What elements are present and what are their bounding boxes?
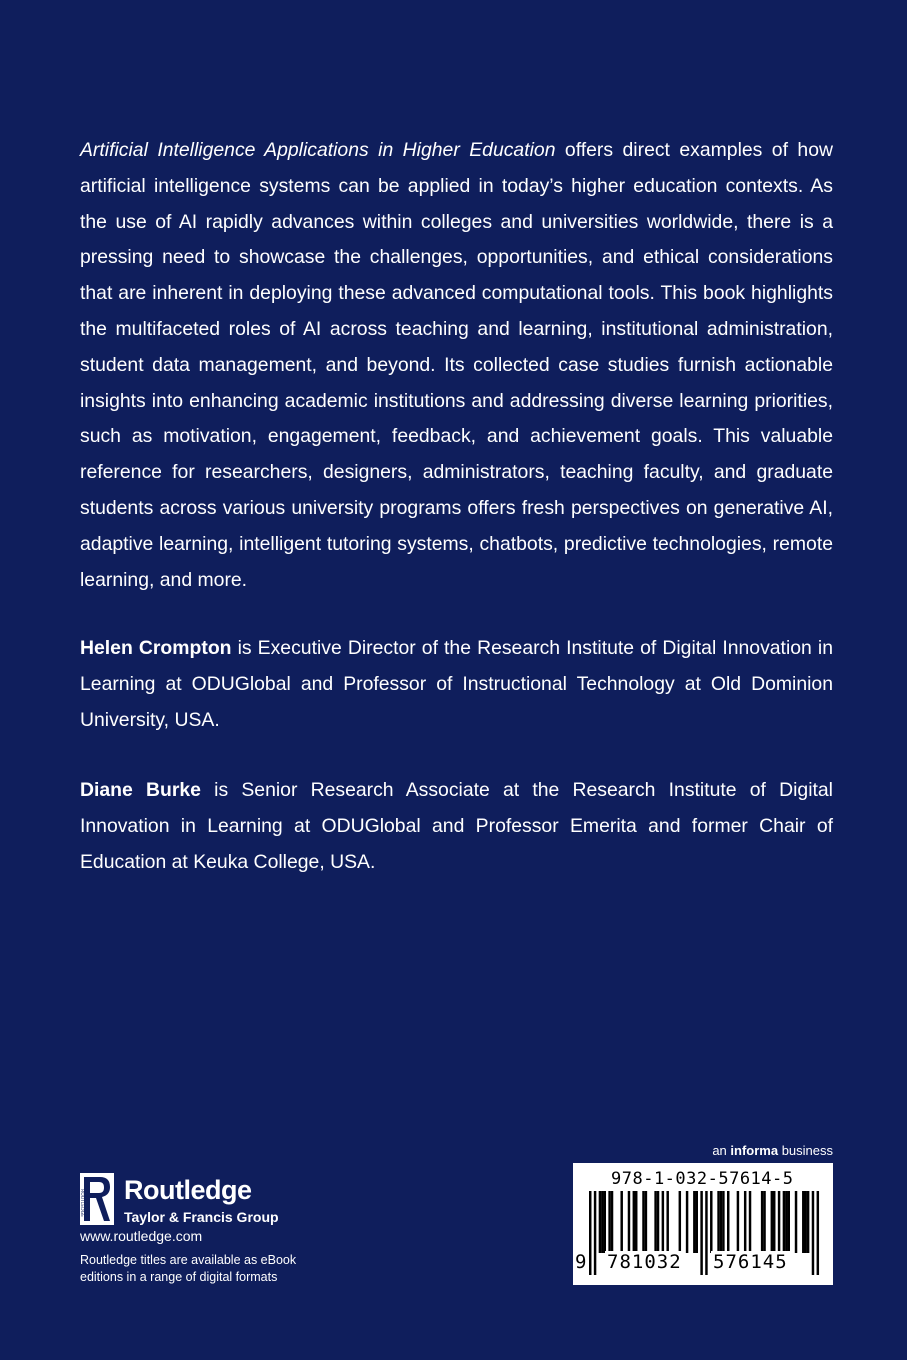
barcode-bar xyxy=(645,1191,647,1253)
barcode-bar xyxy=(710,1191,712,1253)
barcode-bar xyxy=(633,1191,635,1253)
barcode-bar xyxy=(705,1191,707,1275)
barcode-bar xyxy=(749,1191,751,1253)
barcode-bar xyxy=(717,1191,719,1253)
barcode-bar xyxy=(720,1191,722,1253)
author-bio-crompton xyxy=(80,631,833,738)
barcode-bar xyxy=(763,1191,765,1253)
book-description xyxy=(80,133,833,598)
informa-prefix: an xyxy=(712,1143,731,1158)
barcode-bar xyxy=(657,1191,659,1253)
barcode-bar xyxy=(635,1191,637,1253)
barcode-bar xyxy=(599,1191,601,1253)
informa-suffix: business xyxy=(778,1143,833,1158)
barcode-bar xyxy=(795,1191,797,1253)
barcode-bar xyxy=(642,1191,644,1253)
routledge-emblem-icon xyxy=(80,1173,114,1225)
isbn-number: 978-1-032-57614-5 xyxy=(611,1169,794,1189)
barcode-bar xyxy=(628,1191,630,1253)
author-name: Diane Burke xyxy=(80,779,201,801)
barcode-bar xyxy=(594,1191,596,1275)
barcode-bar xyxy=(771,1191,773,1253)
barcode-bar xyxy=(812,1191,814,1275)
barcode-bar xyxy=(744,1191,746,1253)
isbn-digits-left: 781032 xyxy=(607,1251,682,1273)
barcode-bar xyxy=(773,1191,775,1253)
isbn-barcode xyxy=(573,1163,833,1285)
description-text: offers direct examples of how artificial intelligence systems can be applied in today’s higher education contexts. As the use of AI rapidly advances within colleges and universities worldwide, there is a pressing need to showcase the challenges, opportunities, and ethical considerations that are inherent in deploying these advanced computational tools. This book highlights the multifaceted roles of AI across teaching and learning, institutional administration, student data management, and beyond. Its collected case studies furnish actionable insights into enhancing academic institutions and addressing diverse learning priorities, such as motivation, engagement, feedback, and achievement goals. This valuable reference for researchers, designers, administrators, teaching faculty, and graduate students across various university programs offers fresh perspectives on generative AI, adaptive learning, intelligent tutoring systems, chatbots, predictive technologies, remote learning, and more. xyxy=(80,139,833,591)
author-bio-text: is Executive Director of the Research Institute of Digital Innovation in Learning at ODUGlobal and Professor of Instructional Technology at Old Dominion University, USA. xyxy=(80,637,833,731)
barcode-bar xyxy=(686,1191,688,1253)
barcode-bar xyxy=(788,1191,790,1253)
isbn-first-digit: 9 xyxy=(575,1251,587,1273)
barcode-bar xyxy=(589,1191,591,1275)
ebook-note: Routledge titles are available as eBook editions in a range of digital formats xyxy=(80,1253,297,1284)
barcode-bar xyxy=(620,1191,622,1253)
author-bio-text: is Senior Research Associate at the Research Institute of Digital Innovation in Learning at ODUGlobal and Professor Emerita and former Chair of Education at Keuka College, USA. xyxy=(80,779,833,873)
book-title: Artificial Intelligence Applications in Higher Education xyxy=(80,139,556,161)
barcode-bar xyxy=(785,1191,787,1253)
barcode-bar xyxy=(807,1191,809,1253)
routledge-logo xyxy=(80,1173,320,1233)
isbn-digits-right: 576145 xyxy=(713,1251,788,1273)
barcode-bar xyxy=(761,1191,763,1253)
informa-tagline xyxy=(600,1143,833,1158)
barcode-bar xyxy=(802,1191,804,1253)
emblem-text: ROUTLEDGE xyxy=(79,1189,84,1217)
author-name: Helen Crompton xyxy=(80,637,232,659)
publisher-url[interactable]: www.routledge.com xyxy=(80,1228,203,1244)
barcode-bar xyxy=(727,1191,729,1253)
informa-brand: informa xyxy=(730,1143,779,1158)
barcode-bar xyxy=(804,1191,806,1253)
barcode-bar xyxy=(601,1191,603,1253)
barcode-bar xyxy=(737,1191,739,1253)
barcode-bar xyxy=(666,1191,668,1253)
barcode-bar xyxy=(608,1191,610,1253)
barcode-bar xyxy=(778,1191,780,1253)
barcode-bar xyxy=(693,1191,695,1253)
publisher-name: Routledge xyxy=(124,1175,252,1205)
barcode-bar xyxy=(817,1191,819,1275)
author-bio-burke xyxy=(80,773,833,880)
barcode-bar xyxy=(783,1191,785,1253)
barcode-bar xyxy=(700,1191,702,1275)
barcode-bar xyxy=(662,1191,664,1253)
barcode-bar xyxy=(696,1191,698,1253)
barcode-bar xyxy=(654,1191,656,1253)
publisher-group: Taylor & Francis Group xyxy=(124,1209,279,1225)
barcode-bar xyxy=(611,1191,613,1253)
barcode-bar xyxy=(604,1191,606,1253)
barcode-bar xyxy=(679,1191,681,1253)
barcode-bar xyxy=(722,1191,724,1253)
